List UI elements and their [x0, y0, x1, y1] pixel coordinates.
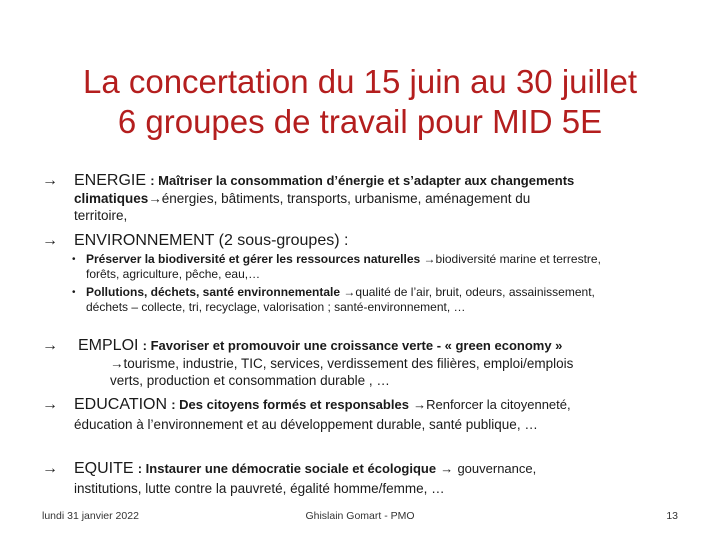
arrow-icon: →	[343, 285, 356, 299]
item-education	[42, 396, 692, 436]
arrow-icon: →	[110, 356, 124, 371]
arrow-icon: →	[42, 232, 58, 249]
emploi-cont-text: tourisme, industrie, TIC, services, verdissement des filières, emploi/emplois	[123, 356, 574, 371]
item-emploi	[42, 337, 692, 389]
arrow-icon: →	[42, 396, 58, 413]
arrow-icon: →	[42, 172, 58, 189]
title-line-1: La concertation du 15 juin au 30 juillet	[82, 63, 638, 100]
bullet-icon: •	[72, 287, 76, 298]
energie-cont-line2: territoire,	[74, 208, 128, 223]
education-continuation	[74, 416, 694, 433]
education-description: : Des citoyens formés et responsables	[171, 397, 409, 412]
item-equite	[42, 460, 692, 500]
energie-continuation	[74, 190, 694, 224]
title-line-2: 6 groupes de travail pour MID 5E	[117, 103, 603, 140]
equite-keyword: EQUITE	[74, 460, 134, 477]
energie-cont-text: énergies, bâtiments, transports, urbanisme, aménagement du	[161, 191, 531, 206]
item-environnement	[42, 232, 692, 252]
arrow-icon: →	[423, 252, 436, 266]
footer-date: lundi 31 janvier 2022	[42, 510, 139, 522]
footer-author: Ghislain Gomart - PMO	[305, 510, 415, 522]
emploi-continuation	[110, 355, 700, 389]
equite-description: : Instaurer une démocratie sociale et écologique	[137, 461, 437, 476]
subitem-1-text: biodiversité marine et terrestre,	[435, 252, 601, 266]
education-inline-text: Renforcer la citoyenneté,	[426, 397, 571, 412]
subitem-2-text: qualité de l’air, bruit, odeurs, assainissement,	[355, 285, 595, 299]
energie-heading	[74, 172, 574, 189]
energie-keyword: ENERGIE	[74, 172, 147, 189]
emploi-description: : Favoriser et promouvoir une croissance verte - « green economy »	[142, 338, 563, 353]
energie-cont-bold: climatiques	[74, 191, 149, 206]
energie-description: : Maîtriser la consommation d’énergie et s’adapter aux changements	[150, 173, 575, 188]
bullet-icon: •	[72, 254, 76, 265]
subitem-1-bold: Préserver la biodiversité et gérer les ressources naturelles	[86, 252, 421, 266]
emploi-heading	[78, 337, 562, 354]
education-heading	[74, 396, 571, 413]
emploi-cont-line2: verts, production et consommation durable , …	[110, 373, 390, 388]
environnement-keyword: ENVIRONNEMENT (2 sous-groupes) :	[74, 232, 349, 249]
arrow-icon: →	[440, 461, 454, 476]
subitem-2-bold: Pollutions, déchets, santé environnementale	[86, 285, 341, 299]
equite-heading	[74, 460, 536, 477]
arrow-icon: →	[148, 191, 162, 206]
environnement-heading	[74, 232, 348, 249]
arrow-icon: →	[413, 397, 427, 412]
arrow-icon: →	[42, 337, 58, 354]
equite-inline-text: gouvernance,	[457, 461, 537, 476]
education-cont-text: éducation à l’environnement et au développement durable, santé publique, …	[74, 417, 538, 432]
equite-continuation	[74, 480, 694, 497]
subitem-1-line2: forêts, agriculture, pêche, eau,…	[86, 267, 261, 281]
equite-cont-text: institutions, lutte contre la pauvreté, égalité homme/femme, …	[74, 481, 445, 496]
subitem-2-line2: déchets – collecte, tri, recyclage, valorisation ; santé-environnement, …	[86, 300, 466, 314]
emploi-keyword: EMPLOI	[78, 337, 139, 354]
environnement-subitem-1	[72, 252, 696, 282]
arrow-icon: →	[42, 460, 58, 477]
slide-title	[0, 62, 720, 142]
footer-page-number: 13	[666, 510, 678, 522]
environnement-subitem-2	[72, 285, 696, 315]
education-keyword: EDUCATION	[74, 396, 168, 413]
item-energie	[42, 172, 692, 232]
